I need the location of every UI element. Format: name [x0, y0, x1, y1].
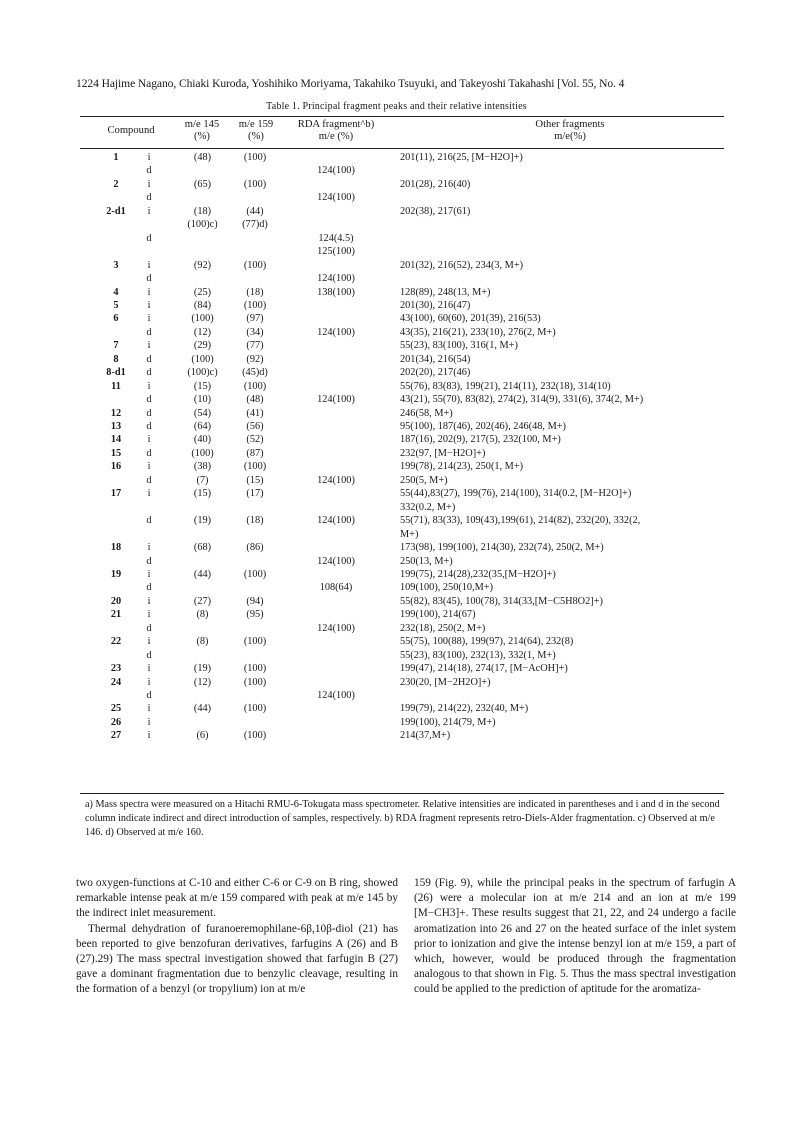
m145-cell: (64)	[193, 421, 212, 432]
introduction-cell: d	[146, 555, 152, 567]
other-fragments-cell: 232(97, [M−H2O]+)	[400, 447, 486, 459]
m145-cell: (54)	[193, 407, 212, 419]
m145-cell: (100)	[191, 313, 214, 325]
m159-cell: (94)	[246, 595, 264, 607]
introduction-cell: i	[147, 488, 151, 500]
introduction-cell: d	[146, 232, 152, 244]
compound-cell: 24	[110, 676, 122, 688]
compound-cell: 22	[110, 636, 122, 648]
table-footnote: a) Mass spectra were measured on a Hitachi RMU-6-Tokugata mass spectrometer. Relative intensities are indicated in parentheses and i and d in the second column indicate indirect and direct introduction of samples, respectively. b) RDA fragment represents retro-Diels-Alder fragmentation. c) Observed at m/e 146. d) Observed at m/e 160.	[85, 799, 720, 838]
running-head: 1224 Hajime Nagano, Chiaki Kuroda, Yoshihiko Moriyama, Takahiko Tsuyuki, and Takeyoshi Takahashi [Vol. 55, No. 4	[76, 77, 625, 90]
paragraph: two oxygen-functions at C-10 and either C-6 or C-9 on B ring, showed remarkable intense peak at m/e 159 compared with peak at m/e 145 by the indirect inlet measurement.	[76, 877, 398, 920]
header-rda: RDA fragment^b) m/e (%)	[297, 119, 375, 142]
other-fragments-cell: 250(5, M+)	[400, 474, 448, 486]
m145-cell: (65)	[193, 178, 212, 190]
table-row	[0, 433, 793, 446]
m145-cell: (8)	[196, 609, 209, 621]
other-fragments-cell: 201(32), 216(52), 234(3, M+)	[400, 259, 524, 271]
table-row	[0, 178, 793, 191]
introduction-cell: d	[146, 326, 152, 338]
m159-cell: (100)	[243, 299, 267, 311]
other-fragments-cell: 201(34), 216(54)	[400, 353, 471, 365]
m145-cell: (44)	[193, 703, 212, 715]
m159-cell: (44)	[246, 205, 264, 217]
m159-cell: (41)	[246, 407, 264, 419]
table-row	[0, 312, 793, 325]
other-fragments-cell: 199(78), 214(23), 250(1, M+)	[400, 461, 524, 473]
compound-cell: 1	[113, 152, 119, 163]
table-row	[0, 528, 793, 541]
compound-cell: 8	[113, 353, 119, 365]
table-row	[0, 393, 793, 406]
table-row	[0, 299, 793, 312]
rda-cell: 124(100)	[317, 690, 355, 701]
m159-cell: (100)	[243, 461, 267, 473]
introduction-cell: i	[147, 595, 151, 607]
introduction-cell: i	[147, 205, 151, 217]
m145-cell: (29)	[193, 340, 212, 352]
other-fragments-cell: 230(20, [M−2H2O]+)	[400, 676, 491, 688]
m145-cell: (38)	[193, 461, 212, 473]
table-bottom-rule	[80, 793, 724, 794]
table-row	[0, 259, 793, 272]
m159-cell: (100)	[243, 569, 267, 580]
rda-cell: 124(100)	[317, 394, 355, 406]
table-row	[0, 205, 793, 218]
m159-cell: (17)	[246, 488, 264, 500]
other-fragments-cell: 232(18), 250(2, M+)	[400, 622, 486, 634]
table-header-rule	[80, 148, 724, 149]
m145-cell: (12)	[193, 326, 212, 338]
compound-cell: 25	[110, 703, 122, 715]
compound-cell: 7	[113, 340, 119, 352]
m145-cell: (48)	[193, 152, 212, 163]
table-row	[0, 649, 793, 662]
other-fragments-cell: 199(100), 214(79, M+)	[400, 716, 496, 728]
introduction-cell: d	[146, 622, 152, 634]
rda-cell: 124(100)	[317, 192, 355, 204]
m159-cell: (100)	[243, 663, 267, 675]
m159-cell: (48)	[246, 394, 264, 406]
m159-cell: (18)	[246, 286, 264, 298]
compound-cell: 2	[113, 178, 119, 190]
introduction-cell: i	[147, 636, 151, 648]
other-fragments-cell: 199(47), 214(18), 274(17, [M−AcOH]+)	[400, 663, 568, 675]
m159-cell: (18)	[246, 515, 264, 527]
introduction-cell: d	[146, 367, 152, 379]
table-row	[0, 191, 793, 204]
m145-cell: (84)	[193, 299, 212, 311]
introduction-cell: i	[147, 609, 151, 621]
compound-cell: 12	[110, 407, 122, 419]
introduction-cell: i	[147, 259, 151, 271]
table-row	[0, 353, 793, 366]
other-fragments-cell: 246(58, M+)	[400, 407, 453, 419]
m145-cell: (7)	[196, 474, 209, 486]
other-fragments-cell: 109(100), 250(10,M+)	[400, 582, 494, 594]
header-compound: Compound	[107, 125, 155, 136]
table-row	[0, 366, 793, 379]
table-row	[0, 164, 793, 177]
m159-cell: (77)	[246, 340, 264, 352]
table-row	[0, 218, 793, 231]
other-fragments-cell: 55(23), 83(100), 232(13), 332(1, M+)	[400, 649, 556, 661]
compound-cell: 11	[111, 380, 121, 392]
m159-cell: (77)d)	[242, 219, 268, 231]
introduction-cell: i	[147, 703, 151, 715]
introduction-cell: i	[147, 716, 151, 728]
table-row	[0, 460, 793, 473]
m145-cell: (15)	[193, 488, 212, 500]
introduction-cell: i	[147, 461, 151, 473]
table-row	[0, 501, 793, 514]
compound-cell: 16	[110, 461, 122, 473]
compound-cell: 20	[110, 595, 122, 607]
m159-cell: (45)d)	[242, 367, 268, 379]
introduction-cell: i	[147, 676, 151, 688]
other-fragments-cell: 43(21), 55(70), 83(82), 274(2), 314(9), 331(6), 374(2, M+)	[400, 394, 644, 406]
introduction-cell: d	[146, 649, 152, 661]
introduction-cell: i	[147, 299, 151, 311]
m159-cell: (100)	[243, 178, 267, 190]
header-m159: m/e 159 (%)	[238, 119, 274, 142]
table-row	[0, 380, 793, 393]
m145-cell: (92)	[193, 259, 212, 271]
m145-cell: (8)	[196, 636, 209, 648]
m159-cell: (87)	[246, 447, 264, 459]
table-row	[0, 286, 793, 299]
table-row	[0, 595, 793, 608]
body-column-right	[414, 876, 736, 998]
m159-cell: (86)	[246, 542, 264, 553]
table-row	[0, 339, 793, 352]
other-fragments-cell: 173(98), 199(100), 214(30), 232(74), 250(2, M+)	[400, 542, 604, 553]
table-row	[0, 581, 793, 594]
other-fragments-cell: 43(35), 216(21), 233(10), 276(2, M+)	[400, 326, 556, 338]
table-row	[0, 407, 793, 420]
introduction-cell: d	[146, 421, 152, 432]
rda-cell: 108(64)	[319, 582, 353, 594]
introduction-cell: d	[146, 515, 152, 527]
table-row	[0, 541, 793, 554]
table-row	[0, 662, 793, 675]
other-fragments-cell: 55(76), 83(83), 199(21), 214(11), 232(18), 314(10)	[400, 380, 611, 392]
other-fragments-cell: 199(100), 214(67)	[400, 609, 476, 621]
other-fragments-cell: 201(28), 216(40)	[400, 178, 471, 190]
m145-cell: (19)	[193, 515, 212, 527]
rda-cell: 124(100)	[317, 273, 355, 285]
introduction-cell: d	[146, 273, 152, 285]
m145-cell: (19)	[193, 663, 212, 675]
m159-cell: (100)	[243, 676, 267, 688]
other-fragments-cell: 55(44),83(27), 199(76), 214(100), 314(0.2, [M−H2O]+)	[400, 488, 632, 500]
rda-cell: 124(100)	[317, 555, 355, 567]
table-row	[0, 689, 793, 702]
introduction-cell: d	[146, 192, 152, 204]
compound-cell: 27	[110, 730, 122, 742]
other-fragments-cell: 128(89), 248(13, M+)	[400, 286, 491, 298]
introduction-cell: d	[146, 474, 152, 486]
other-fragments-cell: 201(30), 216(47)	[400, 299, 471, 311]
rda-cell: 138(100)	[317, 286, 355, 298]
m145-cell: (44)	[193, 569, 212, 580]
m145-cell: (40)	[193, 434, 212, 446]
paragraph: 159 (Fig. 9), while the principal peaks in the spectrum of farfugin A (26) were a molecular ion at m/e 214 and an ion at m/e 199 [M−CH3]+. These results suggest that 21, 22, and 24 undergo a facile aromatization into 26 and 27 on the heated surface of the inlet system prior to ionization and give the intense benzyl ion at m/e 159, a part of which, however, would be produced through the fragmentation analogous to that shown in Fig. 5. Thus the mass spectral investigation could be applied to the prediction of aptitude for the aromatiza-	[414, 877, 736, 996]
table-row	[0, 232, 793, 245]
introduction-cell: i	[147, 730, 151, 742]
compound-cell: 23	[110, 663, 122, 675]
m145-cell: (15)	[193, 380, 212, 392]
table-row	[0, 272, 793, 285]
rda-cell: 124(100)	[317, 165, 355, 177]
m159-cell: (34)	[246, 326, 264, 338]
introduction-cell: i	[147, 340, 151, 352]
m145-cell: (100)c)	[187, 219, 218, 231]
m145-cell: (18)	[193, 205, 212, 217]
other-fragments-cell: 55(75), 100(88), 199(97), 214(64), 232(8)	[400, 636, 574, 648]
other-fragments-cell: 55(82), 83(45), 100(78), 314(33,[M−C5H8O2]+)	[400, 595, 603, 607]
table-row	[0, 635, 793, 648]
introduction-cell: d	[146, 582, 152, 594]
other-fragments-cell: 43(100), 60(60), 201(39), 216(53)	[400, 313, 541, 325]
compound-cell: 21	[110, 609, 122, 621]
rda-cell: 124(4.5)	[318, 232, 354, 244]
compound-cell: 14	[110, 434, 122, 446]
other-fragments-cell: 201(11), 216(25, [M−H2O]+)	[400, 152, 523, 163]
compound-cell: 5	[113, 299, 119, 311]
other-fragments-cell: 214(37,M+)	[400, 730, 451, 742]
body-column-left	[76, 876, 398, 998]
introduction-cell: i	[147, 178, 151, 190]
introduction-cell: d	[146, 407, 152, 419]
introduction-cell: d	[146, 690, 152, 701]
table-row	[0, 555, 793, 568]
m159-cell: (15)	[246, 474, 264, 486]
compound-cell: 17	[110, 488, 122, 500]
paragraph: Thermal dehydration of furanoeremophilane-6β,10β-diol (21) has been reported to give benzofuran derivatives, farfugins A (26) and B (27).29) The mass spectral investigation showed that farfugin B (27) gave a dominant fragmentation due to benzylic cleavage, resulting in the formation of a benzyl (or tropylium) ion at m/e	[76, 922, 398, 996]
table-row	[0, 514, 793, 527]
compound-cell: 15	[110, 447, 122, 459]
table-title: Table 1. Principal fragment peaks and their relative intensities	[266, 101, 527, 112]
compound-cell: 13	[110, 421, 122, 432]
table-row	[0, 326, 793, 339]
m145-cell: (10)	[193, 394, 212, 406]
other-fragments-cell: 332(0.2, M+)	[400, 501, 456, 513]
table-row	[0, 729, 793, 742]
table-row	[0, 420, 793, 433]
m159-cell: (92)	[246, 353, 264, 365]
m159-cell: (97)	[246, 313, 264, 325]
rda-cell: 124(100)	[317, 326, 355, 338]
introduction-cell: i	[147, 663, 151, 675]
rda-cell: 124(100)	[317, 474, 355, 486]
other-fragments-cell: 250(13, M+)	[400, 555, 453, 567]
m145-cell: (27)	[193, 595, 212, 607]
compound-cell: 2-d1	[106, 205, 126, 217]
m145-cell: (12)	[193, 676, 212, 688]
table-row	[0, 447, 793, 460]
other-fragments-cell: M+)	[400, 528, 419, 540]
compound-cell: 19	[110, 569, 122, 580]
header-m145: m/e 145 (%)	[184, 119, 220, 142]
m159-cell: (100)	[243, 636, 267, 648]
table-row	[0, 622, 793, 635]
compound-cell: 18	[110, 542, 122, 553]
introduction-cell: d	[146, 165, 152, 177]
m145-cell: (25)	[193, 286, 212, 298]
m145-cell: (100)	[191, 353, 214, 365]
other-fragments-cell: 199(75), 214(28),232(35,[M−H2O]+)	[400, 569, 556, 580]
table-row	[0, 245, 793, 258]
other-fragments-cell: 95(100), 187(46), 202(46), 246(48, M+)	[400, 421, 566, 432]
table-row	[0, 716, 793, 729]
introduction-cell: i	[147, 152, 151, 163]
m159-cell: (95)	[246, 609, 264, 621]
table-row	[0, 702, 793, 715]
introduction-cell: d	[146, 353, 152, 365]
m159-cell: (52)	[246, 434, 264, 446]
table-row	[0, 487, 793, 500]
m159-cell: (100)	[243, 152, 267, 163]
compound-cell: 26	[110, 716, 122, 728]
m145-cell: (100)c)	[187, 367, 218, 379]
m145-cell: (68)	[193, 542, 212, 553]
introduction-cell: i	[147, 286, 151, 298]
table-row	[0, 676, 793, 689]
table-top-rule	[80, 116, 724, 117]
compound-cell: 8-d1	[106, 367, 126, 379]
introduction-cell: i	[147, 434, 151, 446]
m159-cell: (56)	[246, 421, 264, 432]
rda-cell: 124(100)	[317, 515, 355, 527]
introduction-cell: i	[147, 313, 151, 325]
header-other: Other fragments m/e(%)	[535, 119, 605, 142]
compound-cell: 3	[113, 259, 119, 271]
compound-cell: 6	[113, 313, 119, 325]
other-fragments-cell: 55(71), 83(33), 109(43),199(61), 214(82), 232(20), 332(2,	[400, 515, 641, 527]
rda-cell: 124(100)	[317, 622, 355, 634]
rda-cell: 125(100)	[317, 246, 355, 258]
table-row	[0, 608, 793, 621]
m159-cell: (100)	[243, 703, 267, 715]
table-row	[0, 474, 793, 487]
table-row	[0, 151, 793, 164]
introduction-cell: i	[147, 380, 151, 392]
other-fragments-cell: 55(23), 83(100), 316(1, M+)	[400, 340, 518, 352]
introduction-cell: i	[147, 542, 151, 553]
compound-cell: 4	[113, 286, 119, 298]
introduction-cell: d	[146, 394, 152, 406]
introduction-cell: i	[147, 569, 151, 580]
other-fragments-cell: 187(16), 202(9), 217(5), 232(100, M+)	[400, 434, 561, 446]
other-fragments-cell: 199(79), 214(22), 232(40, M+)	[400, 703, 529, 715]
m159-cell: (100)	[243, 380, 267, 392]
table-row	[0, 568, 793, 581]
m145-cell: (100)	[191, 447, 214, 459]
other-fragments-cell: 202(20), 217(46)	[400, 367, 471, 379]
introduction-cell: d	[146, 447, 152, 459]
other-fragments-cell: 202(38), 217(61)	[400, 205, 471, 217]
m145-cell: (6)	[196, 730, 209, 742]
m159-cell: (100)	[243, 730, 267, 742]
m159-cell: (100)	[243, 259, 267, 271]
